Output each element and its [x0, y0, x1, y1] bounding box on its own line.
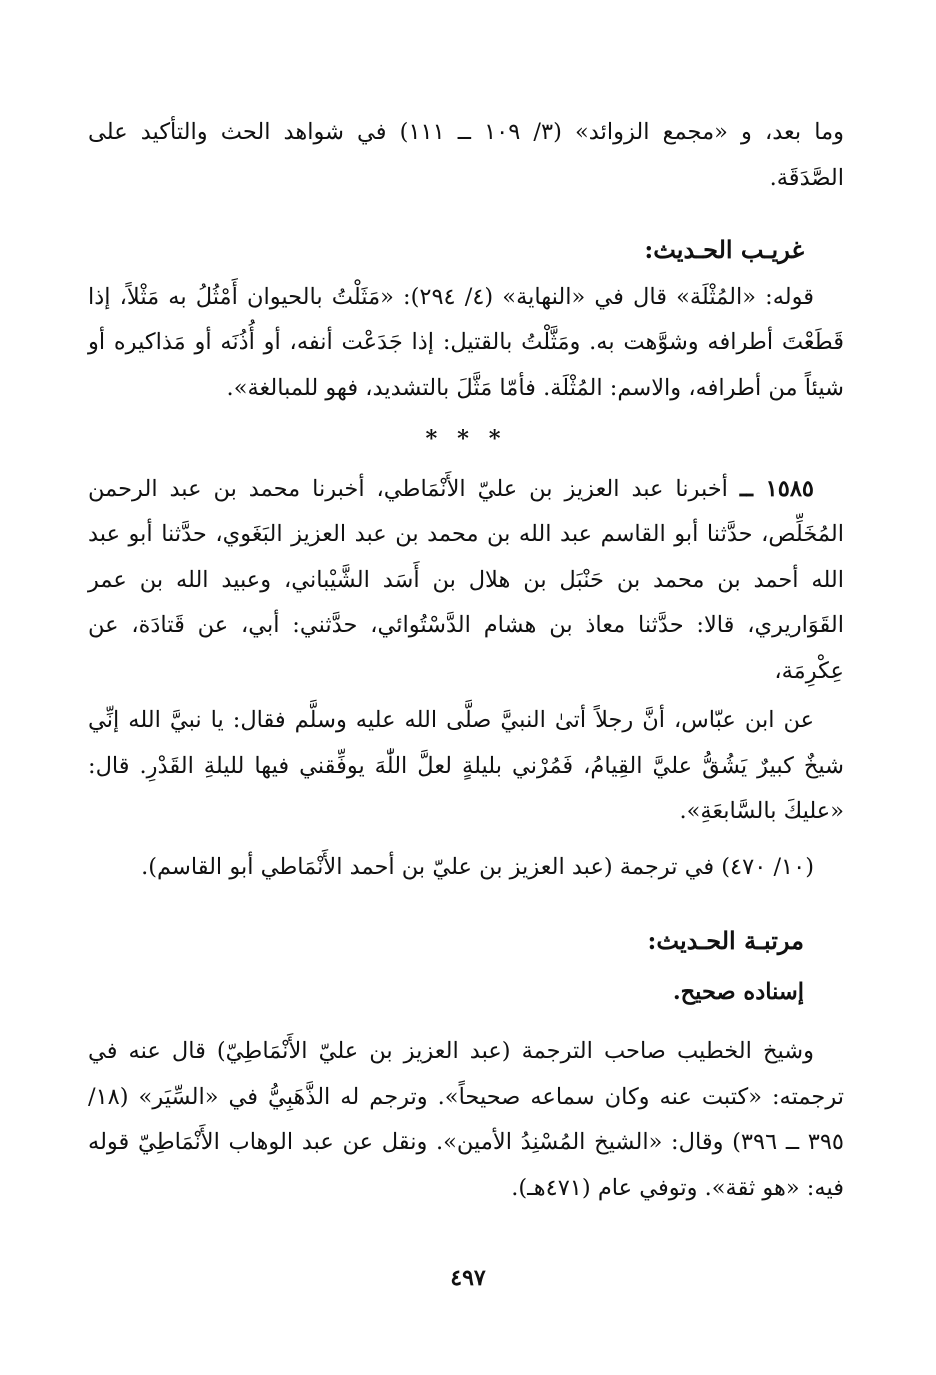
gharib-heading: غريـب الحـديث: — [644, 235, 804, 264]
separator-stars: * * * — [425, 426, 507, 452]
rank-verdict: إسناده صحيح. — [672, 978, 804, 1005]
hadith-isnad: أخبرنا عبد العزيز بن عليّ الأَنْمَاطي، أخبرنا محمد بن عبد الرحمن المُخَلِّص، حدَّثنا أبو القاسم عبد الله بن محمد بن عبد العزيز البَغَوي، حدَّثنا أبو عبد الله أحمد بن محمد بن حَنْبَل بن هلال بن أَسَد الشَّيْباني، وعبيد الله بن عمر القَوَاريري، قالا: حدَّثنا معاذ بن هشام الدَّسْتُوائي، حدَّثني: أبي، عن قَتادَة، عن عِكْرِمَة، — [88, 475, 844, 684]
hadith-source: (١٠/ ٤٧٠) في ترجمة (عبد العزيز بن عليّ بن أحمد الأَنْمَاطي أبو القاسم). — [141, 853, 814, 880]
hadith-number: ١٥٨٥ ــ — [739, 475, 814, 502]
hadith-isnad-paragraph — [88, 467, 844, 695]
top-paragraph: وما بعد، و «مجمع الزوائد» (٣/ ١٠٩ ــ ١١١) في شواهد الحث والتأكيد على الصَّدَقَة. — [88, 119, 844, 191]
page-number: ٤٩٧ — [450, 1265, 486, 1291]
gharib-text: قوله: «المُثْلَة» قال في «النهاية» (٤/ ٢٩٤): «مَثَلْتُ بالحيوان أَمْثُلُ به مَثْلاً، إذا قَطَعْتَ أطرافه وشوَّهت به. ومَثَّلْتُ بالقتيل: إذا جَدَعْت أنفه، أو أُذُنَه أو مَذاكيره أو شيئاً من أطرافه، والاسم: المُثْلَة. فأمّا مَثَّلَ بالتشديد، فهو للمبالغة». — [88, 283, 844, 401]
rank-text: وشيخ الخطيب صاحب الترجمة (عبد العزيز بن عليّ الأَنْمَاطِيّ) قال عنه في ترجمته: «كتبت عنه وكان سماعه صحيحاً». وترجم له الذَّهَبِيُّ في «السِّيَر» (١٨/ ٣٩٥ ــ ٣٩٦) وقال: «الشيخ المُسْنِدُ الأمين». ونقل عن عبد الوهاب الأَنْمَاطِيّ قوله فيه: «هو ثقة». وتوفي عام (٤٧١هـ). — [88, 1038, 844, 1201]
hadith-matn: عن ابن عبّاس، أنَّ رجلاً أتىٰ النبيَّ صلَّى الله عليه وسلَّم فقال: يا نبيَّ الله إنِّي شيخٌ كبيرٌ يَشُقُّ عليَّ القِيامُ، فَمُرْني بليلةٍ لعلَّ اللّٰهَ يوفِّقني فيها لليلةِ القَدْرِ. قال: «عليكَ بالسَّابعَةِ». — [88, 707, 844, 824]
rank-heading: مرتبـة الحـديث: — [647, 926, 804, 955]
